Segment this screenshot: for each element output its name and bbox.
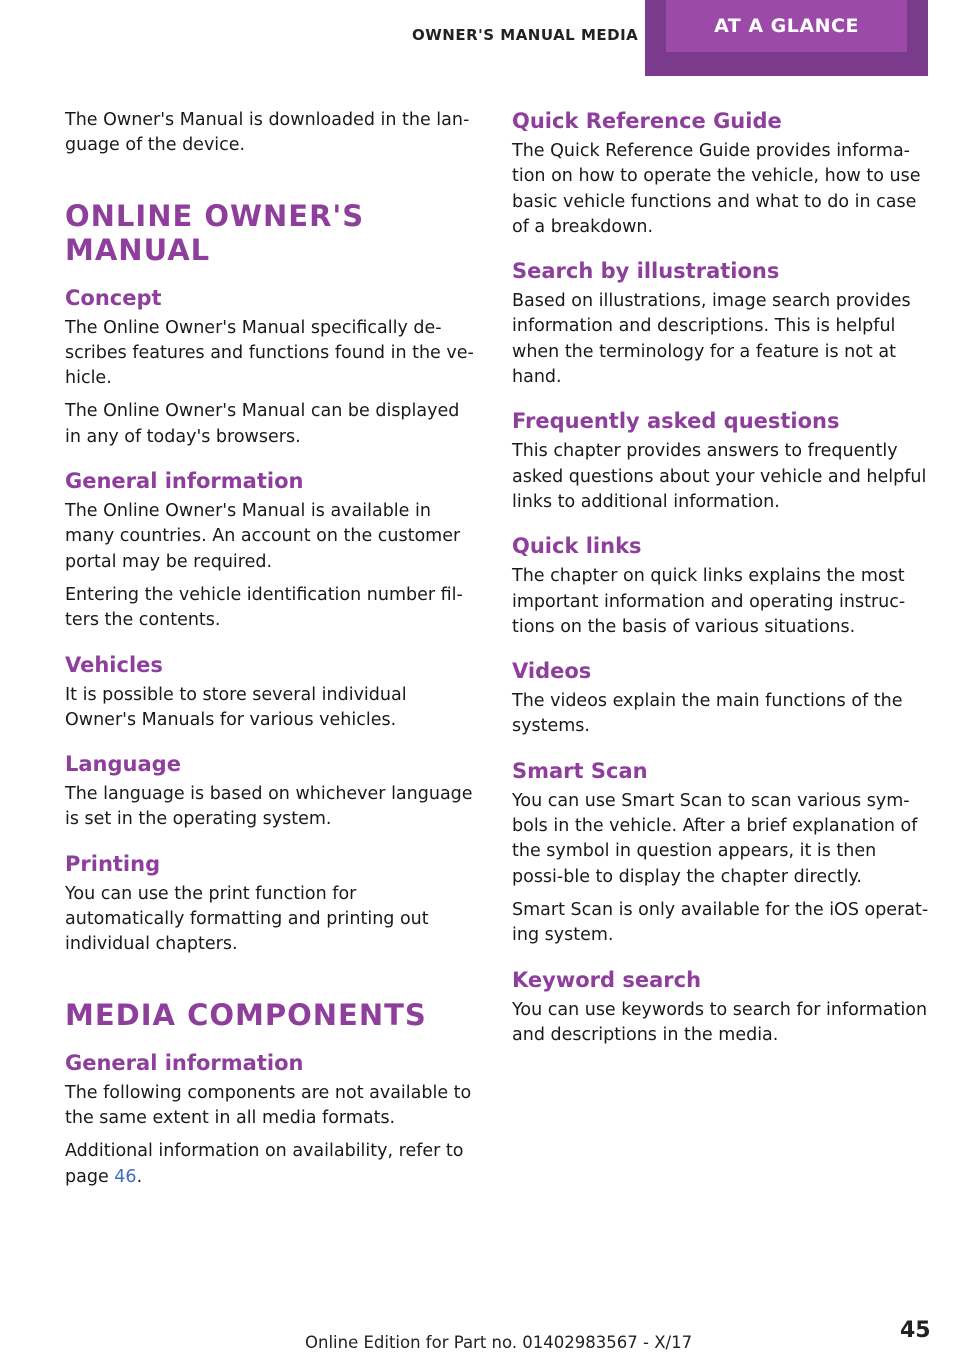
heading-videos: Videos <box>512 659 592 684</box>
availability-text: Additional information on availability, refer to page <box>65 1141 464 1187</box>
general-paragraph-1: The Online Owner's Manual is available in many countries. An account on the customer portal may be required. <box>65 501 461 572</box>
heading-concept: Concept <box>65 285 162 310</box>
right-column <box>512 108 930 1056</box>
illustrations-paragraph: Based on illustrations, image search provides information and descriptions. This is helpful when the terminology for a feature is not at hand. <box>512 291 911 388</box>
chapter-tab <box>645 0 928 76</box>
heading-vehicles: Vehicles <box>65 652 163 677</box>
heading-quick-reference-guide: Quick Reference Guide <box>512 109 782 133</box>
concept-paragraph-2: The Online Owner's Manual can be displayed in any of today's browsers. <box>65 401 460 447</box>
heading-general-information-2: General information <box>65 1050 304 1075</box>
page-46-link[interactable]: 46 <box>114 1166 137 1187</box>
heading-keyword-search: Keyword search <box>512 967 702 992</box>
general2-paragraph-1: The following components are not available to the same extent in all media formats. <box>65 1082 472 1128</box>
printing-paragraph: You can use the print function for automatically formatting and printing out individual chapters. <box>65 883 429 955</box>
faq-paragraph: This chapter provides answers to frequently asked questions about your vehicle and helpful links to additional information. <box>512 441 927 512</box>
heading-faq: Frequently asked questions <box>512 409 840 434</box>
heading-search-by-illustrations: Search by illustrations <box>512 259 780 284</box>
section-label: OWNER'S MANUAL MEDIA <box>412 26 639 44</box>
concept-paragraph-1: The Online Owner's Manual specifically de-scribes features and functions found in the ve-hicle. <box>65 317 474 389</box>
left-column <box>65 108 480 1198</box>
heading-language: Language <box>65 752 181 777</box>
footer-edition: Online Edition for Part no. 01402983567 - X/17 <box>305 1333 693 1352</box>
heading-smart-scan: Smart Scan <box>512 758 648 783</box>
smart-scan-paragraph-1: You can use Smart Scan to scan various sym-bols in the vehicle. After a brief explanation of the symbol in question appears, it is then possi-ble to display the chapter directly. <box>512 790 918 887</box>
keyword-search-paragraph: You can use keywords to search for information and descriptions in the media. <box>512 999 928 1045</box>
intro-paragraph: The Owner's Manual is downloaded in the lan-guage of the device. <box>65 110 470 156</box>
heading-general-information: General information <box>65 469 304 494</box>
videos-paragraph: The videos explain the main functions of the systems. <box>512 691 903 737</box>
heading-quick-links: Quick links <box>512 534 642 559</box>
vehicles-paragraph: It is possible to store several individual Owner's Manuals for various vehicles. <box>65 684 407 730</box>
language-paragraph: The language is based on whichever language is set in the operating system. <box>65 784 473 830</box>
page-number: 45 <box>900 1318 931 1343</box>
period: . <box>136 1166 143 1187</box>
heading-printing: Printing <box>65 851 161 876</box>
heading-media-components: MEDIA COMPONENTS <box>65 997 427 1032</box>
heading-online-owners-manual: ONLINE OWNER'S MANUAL <box>65 198 365 267</box>
quick-links-paragraph: The chapter on quick links explains the most important information and operating instruc-tions on the basis of various situations. <box>512 566 906 637</box>
chapter-tab-label: AT A GLANCE <box>666 0 907 52</box>
general-paragraph-2: Entering the vehicle identification number fil-ters the contents. <box>65 584 463 631</box>
general2-paragraph-2 <box>65 1139 480 1190</box>
qrg-paragraph: The Quick Reference Guide provides informa-tion on how to operate the vehicle, how to use basic vehicle functions and what to do in case of a breakdown. <box>512 141 921 237</box>
smart-scan-paragraph-2: Smart Scan is only available for the iOS operat-ing system. <box>512 899 929 946</box>
